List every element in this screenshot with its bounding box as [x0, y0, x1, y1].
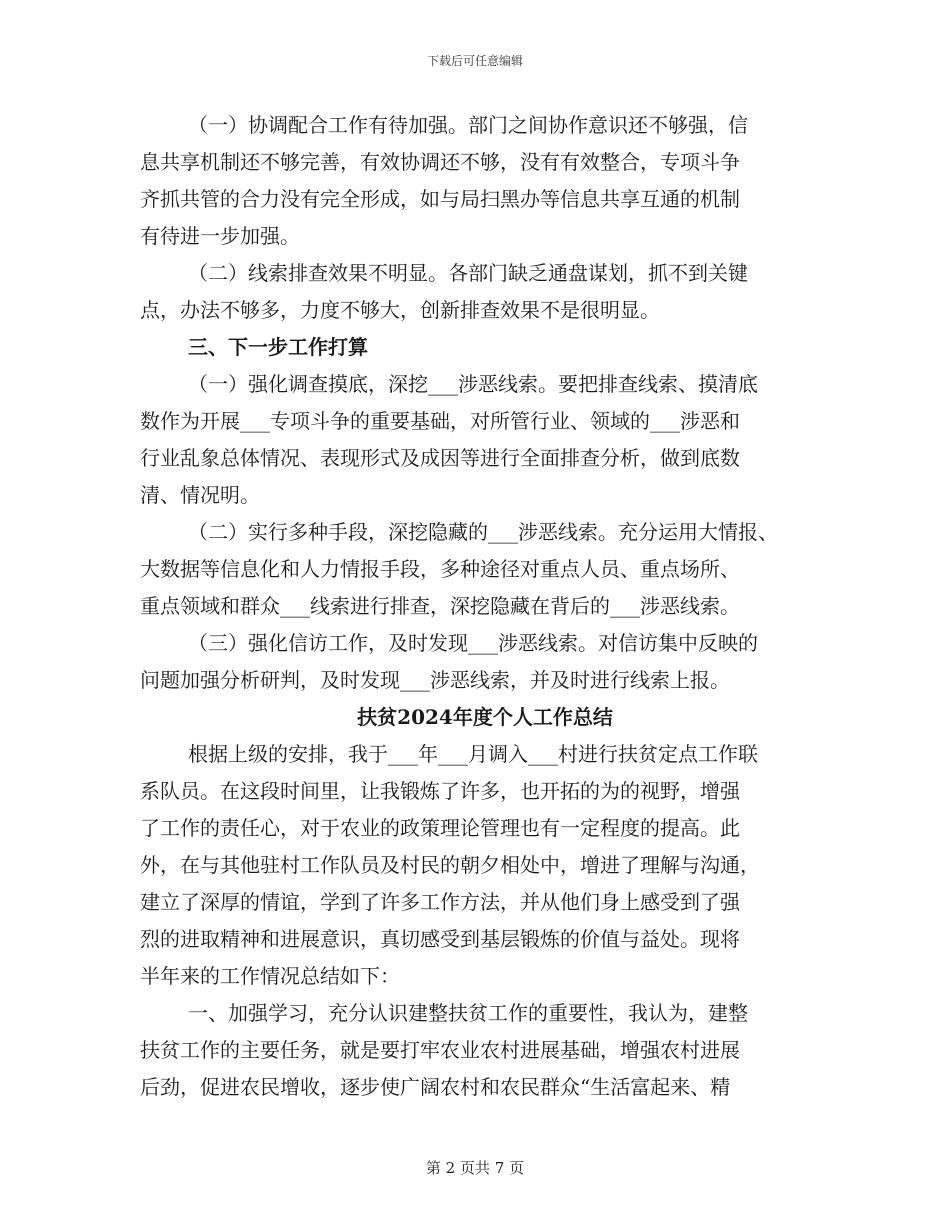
text-line: 一、加强学习，充分认识建整扶贫工作的重要性，我认为，建整 [188, 1001, 748, 1025]
text-line: 根据上级的安排，我于___年___月调入___村进行扶贫定点工作联 [188, 742, 758, 766]
text-line: （一）强化调查摸底，深挖___涉恶线索。要把排查线索、摸清底 [188, 372, 758, 396]
text-line: 行业乱象总体情况、表现形式及成因等进行全面排查分析，做到底数 [140, 446, 740, 470]
text-line: 齐抓共管的合力没有完全形成，如与局扫黑办等信息共享互通的机制 [140, 187, 740, 211]
section-heading: 三、下一步工作打算 [188, 335, 368, 359]
text-line: 建立了深厚的情谊，学到了许多工作方法，并从他们身上感受到了强 [140, 890, 740, 914]
text-line: 有待进一步加强。 [140, 224, 300, 248]
text-line: 扶贫工作的主要任务，就是要打牢农业农村进展基础，增强农村进展 [140, 1038, 740, 1062]
text-line: （三）强化信访工作，及时发现___涉恶线索。对信访集中反映的 [188, 631, 758, 655]
text-line: （二）实行多种手段，深挖隐藏的___涉恶线索。充分运用大情报、 [188, 520, 778, 544]
text-line: 数作为开展___专项斗争的重要基础，对所管行业、领域的___涉恶和 [140, 409, 740, 433]
text-line: 半年来的工作情况总结如下： [140, 964, 400, 988]
text-line: 外，在与其他驻村工作队员及村民的朝夕相处中，增进了理解与沟通， [140, 853, 760, 877]
text-line: 息共享机制还不够完善，有效协调还不够，没有有效整合，专项斗争 [140, 150, 740, 174]
document-body [140, 107, 830, 1106]
document-title: 扶贫2024年度个人工作总结 [357, 705, 613, 729]
text-line: 清、情况明。 [140, 483, 260, 507]
text-line: 了工作的责任心，对于农业的政策理论管理也有一定程度的提高。此 [140, 816, 740, 840]
text-line: 点，办法不够多，力度不够大，创新排查效果不是很明显。 [140, 298, 660, 322]
text-line: 后劲，促进农民增收，逐步使广阔农村和农民群众“生活富起来、精 [140, 1075, 731, 1099]
text-line: 烈的进取精神和进展意识，真切感受到基层锻炼的价值与益处。现将 [140, 927, 740, 951]
page-header: 下载后可任意编辑 [426, 54, 523, 68]
text-line: 大数据等信息化和人力情报手段，多种途径对重点人员、重点场所、 [140, 557, 740, 581]
text-line: 问题加强分析研判，及时发现___涉恶线索，并及时进行线索上报。 [140, 668, 730, 692]
page-footer: 第 2 页共 7 页 [425, 1159, 525, 1177]
text-line: （一）协调配合工作有待加强。部门之间协作意识还不够强，信 [188, 113, 748, 137]
text-line: 重点领域和群众___线索进行排查，深挖隐藏在背后的___涉恶线索。 [140, 594, 740, 618]
text-line: 系队员。在这段时间里，让我锻炼了许多，也开拓的为的视野，增强 [140, 779, 740, 803]
text-line: （二）线索排查效果不明显。各部门缺乏通盘谋划，抓不到关键 [188, 261, 748, 285]
